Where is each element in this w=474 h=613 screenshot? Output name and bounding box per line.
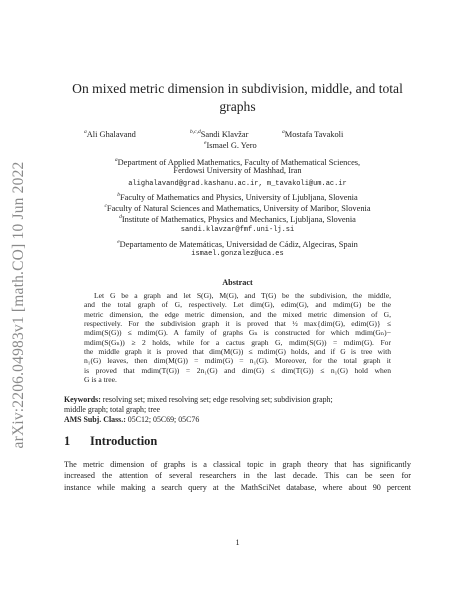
arxiv-sidebar-stamp xyxy=(11,140,27,470)
paper-title xyxy=(64,80,411,116)
abstract-line: the middle graph it is proved that dim(M(G)) ≤ mdim(G) holds, and if G is tree with xyxy=(84,347,391,357)
affiliation: $^c$Faculty of Natural Sciences and Mathematics, University of Maribor, Slovenia xyxy=(104,203,371,213)
keywords-label: Keywords: xyxy=(64,395,101,404)
ams-value: 05C12; 05C69; 05C76 xyxy=(125,415,200,425)
section-title: Introduction xyxy=(90,434,158,448)
abstract-line: and the total graph of G, respectively. Let dim(G), edim(G), and mdim(G) be the xyxy=(84,300,391,310)
abstract-heading: Abstract xyxy=(222,278,253,287)
arxiv-identifier: arXiv:2206.04983v1 [math.CO] 10 Jun 2022 xyxy=(10,161,27,449)
keywords-text: resolving set; mixed resolving set; edge resolving set; subdivision graph; xyxy=(100,395,333,404)
abstract-line: n₁(G) leaves, then dim(M(G)) = mdim(G) = n₁(G). Moreover, for the total graph it xyxy=(84,356,391,366)
abstract-line: G is a tree. xyxy=(84,375,117,385)
keywords-line-2: middle graph; total graph; tree xyxy=(64,405,160,415)
section-heading xyxy=(64,434,411,449)
abstract-body xyxy=(84,291,391,384)
author: $^a$Ali Ghalavand xyxy=(84,129,136,139)
ams-class-line xyxy=(64,415,411,425)
abstract-line: respectively. For the subdivision graph it is proved that ½ max{dim(G), edim(G)} ≤ xyxy=(84,319,391,329)
ams-label: AMS Subj. Class.: xyxy=(64,415,126,425)
page-number: 1 xyxy=(235,538,240,547)
body-line: increased the attention of several researchers in the last decade. This can be seen for xyxy=(64,471,411,481)
keywords-block xyxy=(64,395,411,426)
affiliation: $^d$Institute of Mathematics, Physics and Mechanics, Ljubljana, Slovenia xyxy=(119,214,356,224)
abstract-line: is proved that mdim(T(G)) = 2n₁(G) and dim(G) ≤ dim(T(G)) ≤ n₁(G) hold when xyxy=(84,365,391,375)
keywords-line xyxy=(64,395,411,405)
body-paragraph xyxy=(64,459,411,493)
title-line-2: graphs xyxy=(219,99,256,114)
affiliation: $^b$Faculty of Mathematics and Physics, University of Ljubljana, Slovenia xyxy=(117,192,358,202)
author: $^{b,c,d}$Sandi Klavžar xyxy=(190,129,249,139)
email-line: ismael.gonzalez@uca.es xyxy=(191,250,284,258)
affiliation: $^e$Departamento de Matemáticas, Universidad de Cádiz, Algeciras, Spain xyxy=(117,239,358,249)
affiliation: $^a$Department of Applied Mathematics, Faculty of Mathematical Sciences, xyxy=(114,157,361,167)
email-line: sandi.klavzar@fmf.uni-lj.si xyxy=(180,226,295,234)
abstract-line: mdim(S(G)) ≤ mdim(G). A family of graphs Gₙ is constructed for which mdim(Gₙ)− xyxy=(84,328,391,338)
body-line: instance while making a search query at the MathSciNet database, where about 90 percent xyxy=(64,482,411,492)
abstract-line: metric dimension, the edge metric dimension, and the mixed metric dimension of G, xyxy=(84,309,391,319)
body-line: The metric dimension of graphs is a classical topic in graph theory that has significantly xyxy=(64,460,411,469)
section-number: 1 xyxy=(64,434,71,448)
title-line-1: On mixed metric dimension in subdivision, middle, and total xyxy=(72,81,403,96)
affiliation: Ferdowsi University of Mashhad, Iran xyxy=(173,166,302,175)
author: $^a$Mostafa Tavakoli xyxy=(282,129,344,139)
email-line: alighalavand@grad.kashanu.ac.ir, m_tavakoli@um.ac.ir xyxy=(128,180,347,188)
abstract-line: mdim(S(Gₙ)) ≥ 2 holds, while for a cactus graph G, mdim(S(G)) = mdim(G). For xyxy=(84,337,391,347)
abstract-line: Let G be a graph and let S(G), M(G), and T(G) be the subdivision, the middle, xyxy=(94,291,391,300)
author: $^e$Ismael G. Yero xyxy=(204,140,257,150)
